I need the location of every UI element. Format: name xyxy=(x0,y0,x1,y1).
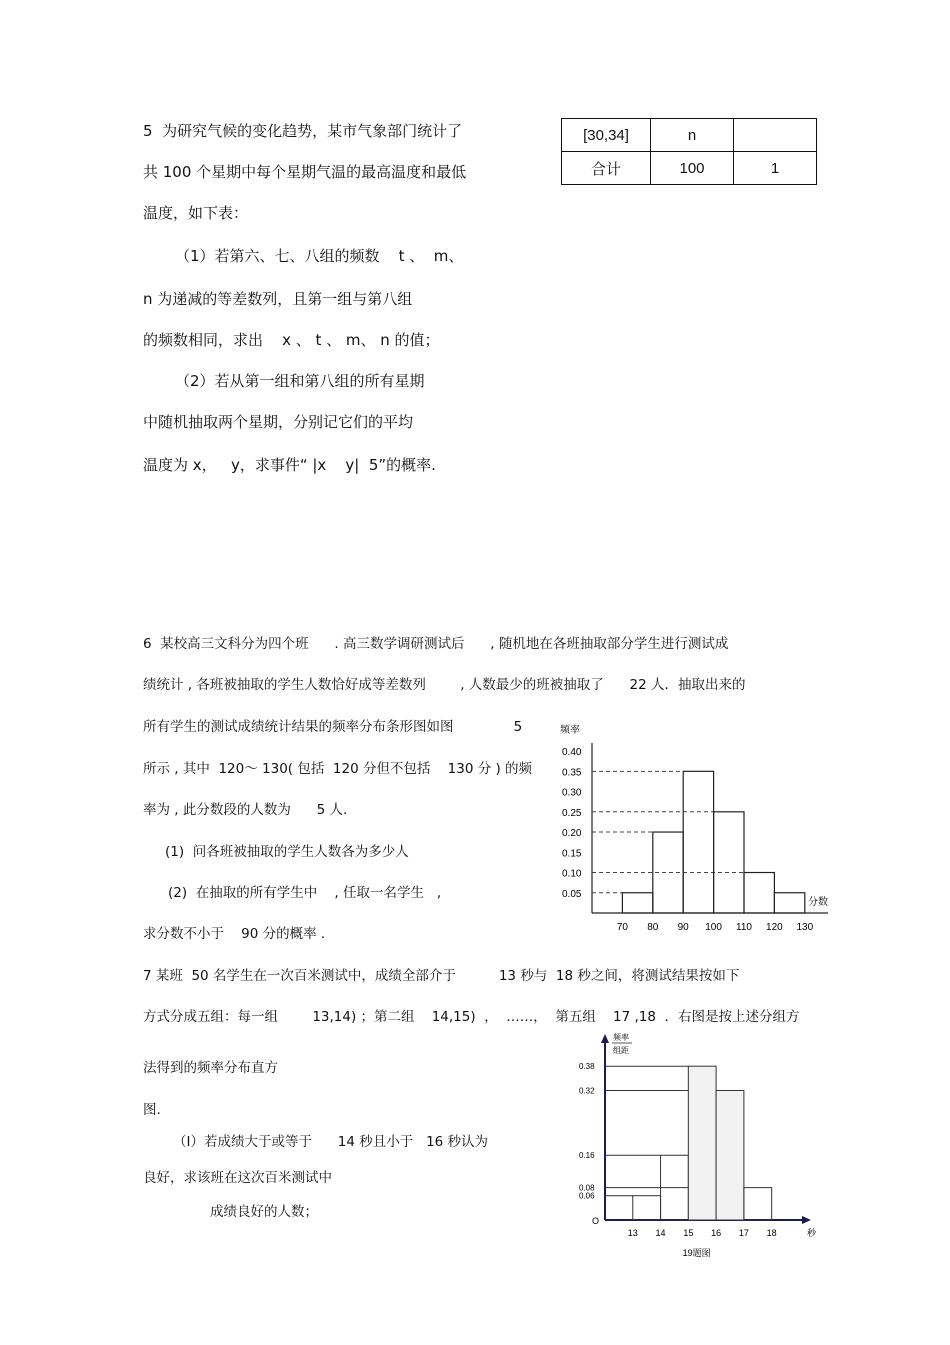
x-tick-label: 18 xyxy=(766,1228,777,1238)
x-tick-label: 13 xyxy=(627,1228,638,1238)
y-label-bottom: 组距 xyxy=(613,1046,629,1055)
y-label-top: 频率 xyxy=(613,1033,629,1042)
x-tick-label: 80 xyxy=(647,922,659,933)
p5-line-4: （1）若第六、七、八组的频数 t 、 m、 xyxy=(175,247,464,265)
y-tick-label: 0.10 xyxy=(562,868,582,880)
p6-line-2: 绩统计 , 各班被抽取的学生人数恰好成等差数列 , 人数最少的班被抽取了 22 人．抽取出来的 xyxy=(143,677,746,693)
bar xyxy=(744,873,774,913)
p7-line-7: 成绩良好的人数； xyxy=(210,1204,318,1220)
p5-line-1: 5 为研究气候的变化趋势，某市气象部门统计了 xyxy=(143,122,463,140)
x-axis-label: 秒 xyxy=(807,1228,817,1238)
temperature-table xyxy=(561,118,817,185)
bar xyxy=(716,1090,744,1220)
y-tick-label: 0.20 xyxy=(562,828,582,840)
p5-line-2: 共 100 个星期中每个星期气温的最高温度和最低 xyxy=(143,163,467,181)
table-row xyxy=(562,119,817,152)
y-tick-label: 0.05 xyxy=(562,888,582,900)
y-tick-label: 0.40 xyxy=(562,747,582,759)
x-tick-label: 14 xyxy=(655,1228,666,1238)
table-cell: n xyxy=(651,119,734,152)
bar xyxy=(714,812,744,913)
y-tick-label: 0.30 xyxy=(562,787,582,799)
y-tick-label: 0.06 xyxy=(579,1191,595,1201)
p6-line-3: 所有学生的测试成绩统计结果的频率分布条形图如图 5 xyxy=(143,719,523,735)
table-cell: [30,34] xyxy=(562,119,651,152)
p5-line-6: 的频数相同，求出 x 、 t 、 m、 n 的值； xyxy=(143,331,440,349)
x-tick-label: 16 xyxy=(711,1228,722,1238)
y-axis-label: 频率 xyxy=(560,725,580,736)
x-tick-label: 120 xyxy=(766,922,783,933)
p5-line-8: 中随机抽取两个星期，分别记它们的平均 xyxy=(143,413,414,431)
p7-line-6: 良好，求该班在这次百米测试中 xyxy=(143,1170,332,1186)
p6-line-8: 求分数不小于 90 分的概率 . xyxy=(143,926,326,942)
y-tick-label: 0.35 xyxy=(562,767,582,779)
x-tick-label: 100 xyxy=(705,922,722,933)
bar xyxy=(622,893,652,913)
p7-line-1: 7 某班 50 名学生在一次百米测试中，成绩全部介于 13 秒与 18 秒之间，将测试结果按如下 xyxy=(143,968,740,984)
p7-line-5: （Ⅰ）若成绩大于或等于 14 秒且小于 16 秒认为 xyxy=(173,1134,489,1150)
x-tick-label: 110 xyxy=(736,922,752,933)
p6-line-5: 率为 , 此分数段的人数为 5 人. xyxy=(143,802,348,818)
y-tick-label: 0.16 xyxy=(579,1151,595,1161)
x-tick-label: 90 xyxy=(677,922,689,933)
bar xyxy=(688,1066,716,1220)
table-cell: 合计 xyxy=(562,152,651,185)
table-cell: 100 xyxy=(651,152,734,185)
y-tick-label: 0.15 xyxy=(562,848,582,860)
p6-line-6: (1) 问各班被抽取的学生人数各为多少人 xyxy=(165,844,409,860)
p5-line-7: （2）若从第一组和第八组的所有星期 xyxy=(175,372,425,390)
x-axis-label: 分数 xyxy=(808,897,828,908)
x-tick-label: 17 xyxy=(738,1228,749,1238)
y-axis-arrow xyxy=(601,1034,609,1043)
p6-line-7: (2) 在抽取的所有学生中 , 任取一名学生 , xyxy=(168,885,442,901)
bar xyxy=(633,1196,661,1220)
p6-line-4: 所示 , 其中 120～ 130( 包括 120 分但不包括 130 分 ) 的频 xyxy=(143,761,533,777)
p6-line-1: 6 某校高三文科分为四个班 . 高三数学调研测试后 , 随机地在各班抽取部分学生进行测试成 xyxy=(143,636,729,652)
p7-line-2: 方式分成五组：每一组 13,14) ；第二组 14,15) ， ……， 第五组 17 ,18 ．右图是按上述分组方 xyxy=(143,1009,800,1025)
table-row xyxy=(562,152,817,185)
x-tick-label: 130 xyxy=(796,922,814,933)
x-tick-label: 15 xyxy=(683,1228,694,1238)
score-frequency-chart xyxy=(540,715,840,940)
running-time-histogram xyxy=(570,1030,830,1265)
origin-label: O xyxy=(592,1216,600,1226)
p5-line-5: n 为递减的等差数列，且第一组与第八组 xyxy=(143,290,413,308)
p5-line-9: 温度为 x， y，求事件“ |x y| 5”的概率. xyxy=(143,456,436,474)
y-tick-label: 0.32 xyxy=(579,1086,595,1096)
table-cell: 1 xyxy=(734,152,817,185)
p7-line-3: 法得到的频率分布直方 xyxy=(143,1060,278,1076)
bar xyxy=(744,1188,772,1220)
y-tick-label: 0.08 xyxy=(579,1183,595,1193)
p7-line-4: 图. xyxy=(143,1102,161,1118)
table-cell xyxy=(734,119,817,152)
bar xyxy=(774,893,804,913)
p5-line-3: 温度，如下表： xyxy=(143,204,249,222)
y-tick-label: 0.38 xyxy=(579,1062,595,1072)
x-axis-arrow xyxy=(802,1216,811,1224)
y-tick-label: 0.25 xyxy=(562,807,582,819)
bar xyxy=(683,771,713,913)
x-tick-label: 70 xyxy=(616,922,628,933)
chart-caption: 19题图 xyxy=(682,1248,711,1258)
